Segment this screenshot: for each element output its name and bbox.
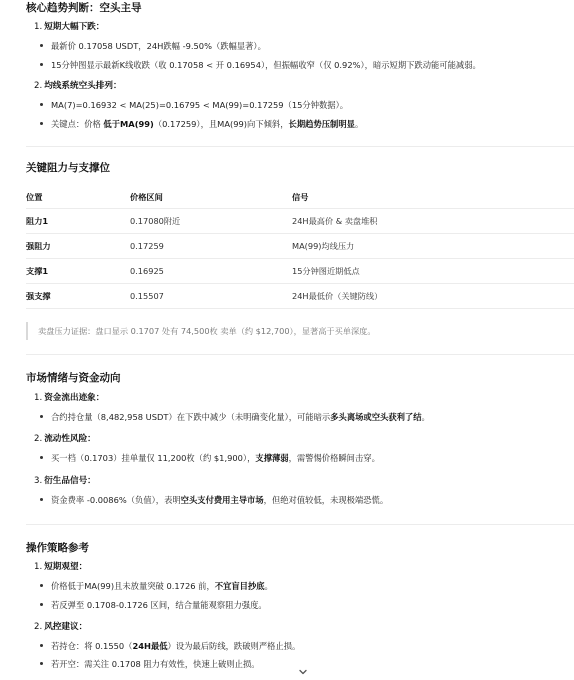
ol-item-wait: 1. 短期观望： <box>34 562 88 572</box>
bullet-rebound-zone: 若反弹至 0.1708-0.1726 区间，结合量能观察阻力强度。 <box>40 599 267 611</box>
bullet-latest-price: 最新价 0.17058 USDT，24H跌幅 -9.50%（跌幅显著）。 <box>40 40 266 52</box>
table-header-row <box>26 186 574 209</box>
section-title-sentiment: 市场情绪与资金动向 <box>26 372 121 384</box>
cell-position: 支撑1 <box>26 259 130 284</box>
cell-price: 0.16925 <box>130 259 292 284</box>
bullet-no-bottom-fish: 价格低于MA(99)且未放量突破 0.1726 前，不宜盲目抄底。 <box>40 580 273 592</box>
bullet-key-point: 关键点：价格 低于MA(99)（0.17259），且MA(99)向下倾斜，长期趋势压制明显。 <box>40 118 363 130</box>
cell-position: 强支撑 <box>26 284 130 309</box>
section-divider <box>26 354 574 355</box>
cell-signal: 24H最高价 & 卖盘堆积 <box>292 209 574 234</box>
table-row <box>26 234 574 259</box>
ol-item-liquidity: 2. 流动性风险： <box>34 434 96 444</box>
cell-price: 0.17080附近 <box>130 209 292 234</box>
section-title-trend: 核心趋势判断：空头主导 <box>26 2 142 14</box>
cell-position: 强阻力 <box>26 234 130 259</box>
cell-signal: MA(99)均线压力 <box>292 234 574 259</box>
cell-price: 0.15507 <box>130 284 292 309</box>
table-row <box>26 209 574 234</box>
ol-item-derivatives: 3. 衍生品信号： <box>34 476 96 486</box>
ol-item-short-drop: 1. 短期大幅下跌： <box>34 22 105 32</box>
cell-signal: 24H最低价（关键防线） <box>292 284 574 309</box>
bullet-ma-values: MA(7)=0.16932 < MA(25)=0.16795 < MA(99)=0.17259（15分钟数据）。 <box>40 99 348 111</box>
bullet-if-short: 若开空：需关注 0.1708 阻力有效性，快速上破则止损。 <box>40 658 260 670</box>
bullet-bid-depth: 买一档（0.1703）挂单量仅 11,200枚（约 $1,900），支撑薄弱，需警惕价格瞬间击穿。 <box>40 452 380 464</box>
chevron-down-icon[interactable] <box>298 667 308 677</box>
bullet-if-holding: 若持仓：将 0.1550（24H最低）设为最后防线，跌破则严格止损。 <box>40 640 300 652</box>
table-row <box>26 284 574 309</box>
cell-position: 阻力1 <box>26 209 130 234</box>
col-header-signal: 信号 <box>292 191 309 202</box>
ol-item-ma-bear: 2. 均线系统空头排列： <box>34 81 122 91</box>
bullet-funding-rate: 资金费率 -0.0086%（负值），表明空头支付费用主导市场，但绝对值较低，未现极端恐慌。 <box>40 494 388 506</box>
col-header-position: 位置 <box>26 191 43 202</box>
levels-table <box>26 186 574 309</box>
section-divider <box>26 146 574 147</box>
section-title-levels: 关键阻力与支撑位 <box>26 162 110 174</box>
ol-item-risk-control: 2. 风控建议： <box>34 622 88 632</box>
col-header-price: 价格区间 <box>130 191 163 202</box>
bullet-15m-kline: 15分钟图显示最新K线收跌（收 0.17058 < 开 0.16954），但振幅收窄（仅 0.92%），暗示短期下跌动能可能减弱。 <box>40 59 481 71</box>
bullet-open-interest: 合约持仓量（8,482,958 USDT）在下跌中减少（未明确变化量），可能暗示多头离场或空头获利了结。 <box>40 411 430 423</box>
sell-pressure-quote: 卖盘压力证据：盘口显示 0.1707 处有 74,500枚 卖单（约 $12,700），显著高于买单深度。 <box>26 322 376 340</box>
ol-item-outflow: 1. 资金流出迹象： <box>34 393 105 403</box>
section-divider <box>26 524 574 525</box>
cell-signal: 15分钟图近期低点 <box>292 259 574 284</box>
cell-price: 0.17259 <box>130 234 292 259</box>
section-title-strategy: 操作策略参考 <box>26 542 89 554</box>
table-row <box>26 259 574 284</box>
